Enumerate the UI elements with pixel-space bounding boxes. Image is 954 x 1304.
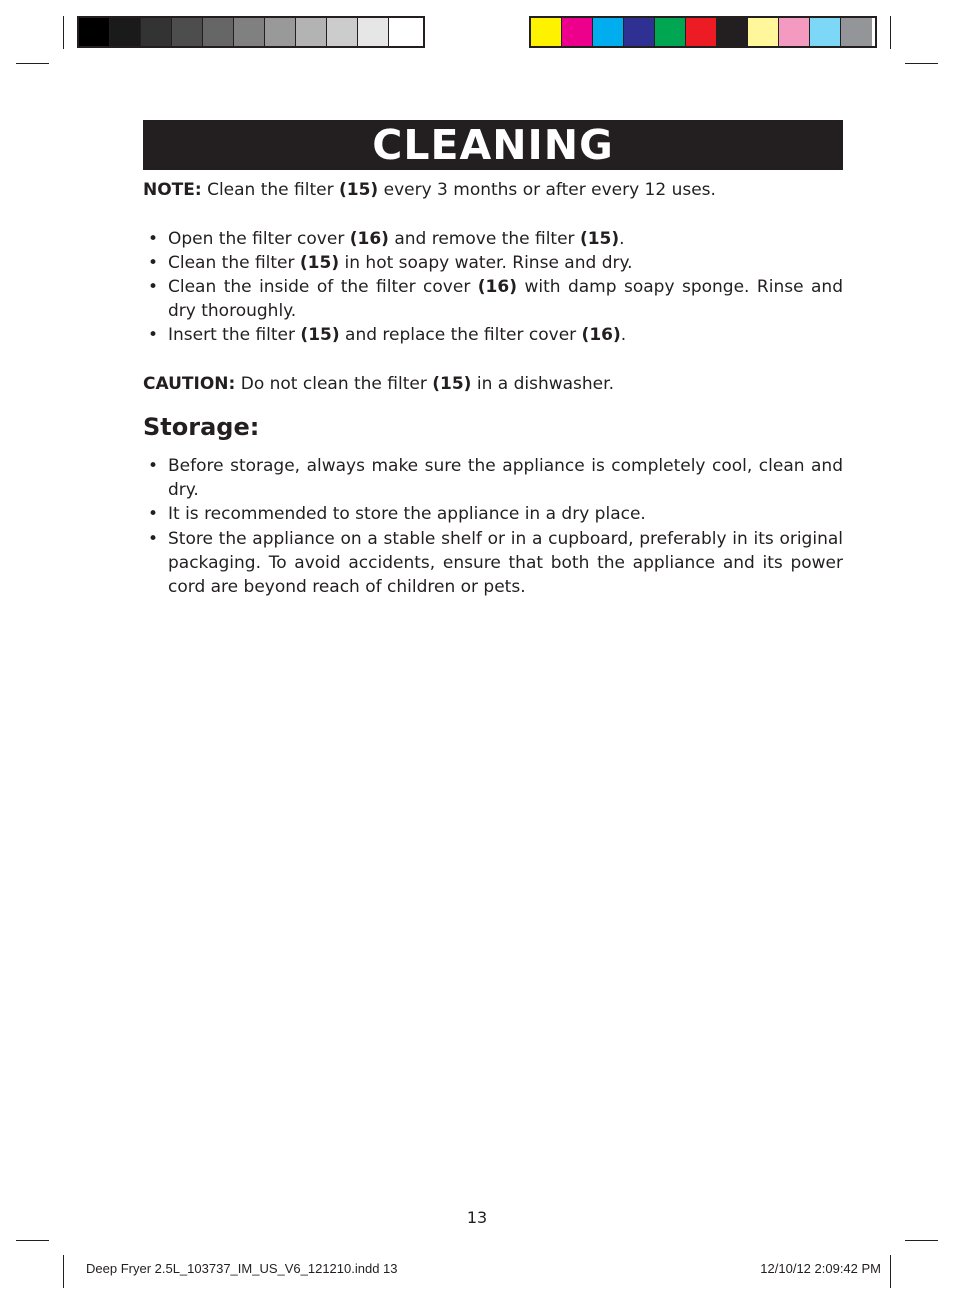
step-text: Clean the inside of the filter cover bbox=[168, 277, 478, 297]
note-text: every 3 months or after every 12 uses. bbox=[378, 180, 716, 200]
storage-text: Store the appliance on a stable shelf or in a cupboard, preferably in its original packaging. To avoid accidents, ensure that both the appliance and its power cord are beyond reach of children or pets. bbox=[168, 529, 843, 597]
list-item bbox=[143, 502, 843, 526]
part-ref: (15) bbox=[432, 374, 472, 394]
step-text: Open the filter cover bbox=[168, 229, 350, 249]
list-item bbox=[143, 527, 843, 599]
crop-mark bbox=[890, 16, 891, 49]
page-number: 13 bbox=[466, 1208, 488, 1227]
note-text: Clean the filter bbox=[201, 180, 339, 200]
list-item bbox=[143, 227, 843, 251]
part-ref: (15) bbox=[339, 180, 379, 200]
caution-text: in a dishwasher. bbox=[471, 374, 614, 394]
crop-mark bbox=[63, 1255, 64, 1288]
bullet: • bbox=[148, 529, 159, 549]
step-text: . bbox=[620, 325, 627, 345]
color-swatch bbox=[593, 18, 624, 46]
crop-mark bbox=[63, 16, 64, 49]
grayscale-color-bar bbox=[77, 16, 425, 48]
color-swatch bbox=[562, 18, 593, 46]
storage-list bbox=[143, 454, 843, 599]
part-ref: (16) bbox=[349, 229, 389, 249]
storage-text: Before storage, always make sure the appliance is completely cool, clean and dry. bbox=[168, 456, 843, 500]
color-swatch bbox=[531, 18, 562, 46]
color-swatch bbox=[265, 18, 296, 46]
list-item bbox=[143, 275, 843, 323]
storage-heading: Storage: bbox=[143, 413, 260, 441]
step-text: with damp soapy sponge. Rinse and dry thoroughly. bbox=[168, 277, 843, 321]
step-text: in hot soapy water. Rinse and dry. bbox=[339, 253, 633, 273]
cleaning-steps-list bbox=[143, 227, 843, 347]
color-swatch bbox=[296, 18, 327, 46]
bullet: • bbox=[148, 277, 159, 297]
step-text: Clean the filter bbox=[168, 253, 300, 273]
crop-mark bbox=[890, 1255, 891, 1288]
color-swatch bbox=[686, 18, 717, 46]
color-swatch bbox=[779, 18, 810, 46]
note-label: NOTE: bbox=[143, 180, 202, 200]
color-swatch bbox=[624, 18, 655, 46]
color-swatch bbox=[655, 18, 686, 46]
footer-date-info: 12/10/12 2:09:42 PM bbox=[760, 1261, 881, 1276]
crop-mark bbox=[905, 1240, 938, 1241]
step-text: and remove the filter bbox=[388, 229, 580, 249]
crop-mark bbox=[905, 63, 938, 64]
color-swatch bbox=[327, 18, 358, 46]
color-swatch bbox=[79, 18, 110, 46]
list-item bbox=[143, 454, 843, 502]
part-ref: (16) bbox=[477, 277, 517, 297]
bullet: • bbox=[148, 229, 159, 249]
storage-text: It is recommended to store the appliance in a dry place. bbox=[168, 504, 646, 524]
color-swatch bbox=[841, 18, 872, 46]
step-text: . bbox=[619, 229, 625, 249]
color-swatch bbox=[234, 18, 265, 46]
color-swatch bbox=[717, 18, 748, 46]
caution-text: Do not clean the filter bbox=[235, 374, 433, 394]
crop-mark bbox=[16, 63, 49, 64]
color-swatch bbox=[358, 18, 389, 46]
list-item bbox=[143, 323, 843, 347]
process-color-bar bbox=[529, 16, 877, 48]
caution-paragraph bbox=[143, 372, 843, 396]
color-swatch bbox=[389, 18, 420, 46]
bullet: • bbox=[148, 504, 159, 524]
bullet: • bbox=[148, 325, 159, 345]
part-ref: (15) bbox=[579, 229, 620, 249]
color-swatch bbox=[172, 18, 203, 46]
footer-file-info: Deep Fryer 2.5L_103737_IM_US_V6_121210.indd 13 bbox=[86, 1261, 398, 1276]
step-text: and replace the filter cover bbox=[339, 325, 582, 345]
bullet: • bbox=[148, 456, 159, 476]
part-ref: (16) bbox=[581, 325, 621, 345]
part-ref: (15) bbox=[300, 325, 340, 345]
section-title: CLEANING bbox=[143, 120, 843, 170]
note-paragraph bbox=[143, 178, 843, 202]
color-swatch bbox=[748, 18, 779, 46]
caution-label: CAUTION: bbox=[143, 374, 236, 394]
list-item bbox=[143, 251, 843, 275]
color-swatch bbox=[810, 18, 841, 46]
crop-mark bbox=[16, 1240, 49, 1241]
color-swatch bbox=[110, 18, 141, 46]
color-swatch bbox=[203, 18, 234, 46]
step-text: Insert the filter bbox=[168, 325, 301, 345]
part-ref: (15) bbox=[299, 253, 340, 273]
bullet: • bbox=[148, 253, 159, 273]
color-swatch bbox=[141, 18, 172, 46]
